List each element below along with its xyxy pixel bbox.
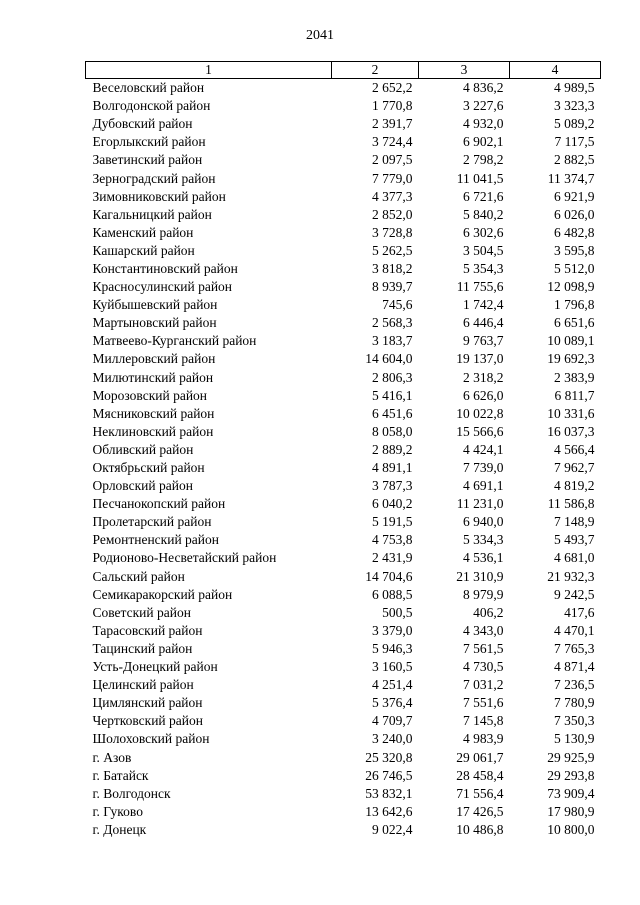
column-3-value-cell: 1 742,4 — [463, 297, 504, 313]
district-name-cell: Родионово-Несветайский район — [92, 550, 277, 566]
district-name-cell: Шолоховский район — [92, 731, 210, 747]
column-3-value-cell: 6 721,6 — [463, 188, 504, 204]
column-4-value-cell: 4 989,5 — [554, 80, 595, 96]
column-2-value-cell: 2 806,3 — [372, 369, 413, 385]
column-2-value-cell: 2 652,2 — [372, 80, 413, 96]
table-row — [86, 151, 601, 169]
column-3-value-cell: 5 334,3 — [463, 532, 504, 548]
table-row — [86, 712, 601, 730]
column-2-value-cell: 3 183,7 — [372, 333, 413, 349]
district-name-cell: Миллеровский район — [92, 351, 216, 367]
column-2-value-cell: 3 240,0 — [372, 731, 413, 747]
table-row — [86, 767, 601, 785]
column-2-value-cell: 3 818,2 — [372, 260, 413, 276]
table-row — [86, 115, 601, 133]
table-row — [86, 803, 601, 821]
column-3-value-cell: 15 566,6 — [456, 423, 504, 439]
table-row — [86, 531, 601, 549]
district-name-cell: г. Азов — [92, 749, 132, 765]
table-row — [86, 622, 601, 640]
column-3-value-cell: 6 626,0 — [463, 387, 504, 403]
column-4-value-cell: 4 470,1 — [554, 622, 595, 638]
column-header-3: 3 — [419, 62, 510, 79]
column-2-value-cell: 1 770,8 — [372, 98, 413, 114]
column-4-value-cell: 5 130,9 — [554, 731, 595, 747]
column-4-value-cell: 2 383,9 — [554, 369, 595, 385]
table-row — [86, 97, 601, 115]
district-name-cell: г. Гуково — [92, 803, 143, 819]
column-3-value-cell: 71 556,4 — [456, 785, 504, 801]
table-row — [86, 459, 601, 477]
column-2-value-cell: 26 746,5 — [365, 767, 413, 783]
column-2-value-cell: 5 946,3 — [372, 640, 413, 656]
column-4-value-cell: 3 595,8 — [554, 242, 595, 258]
column-3-value-cell: 19 137,0 — [456, 351, 504, 367]
district-name-cell: Каменский район — [92, 224, 194, 240]
table-row — [86, 206, 601, 224]
column-4-value-cell: 17 980,9 — [547, 803, 595, 819]
district-name-cell: Красносулинский район — [92, 279, 233, 295]
column-3-value-cell: 29 061,7 — [456, 749, 504, 765]
column-4-value-cell: 4 819,2 — [554, 478, 595, 494]
table-header — [86, 62, 601, 79]
column-3-value-cell: 5 354,3 — [463, 260, 504, 276]
table-row — [86, 314, 601, 332]
column-4-value-cell: 10 331,6 — [547, 405, 595, 421]
column-3-value-cell: 11 231,0 — [456, 496, 504, 512]
column-2-value-cell: 4 709,7 — [372, 713, 413, 729]
table-row — [86, 821, 601, 839]
column-4-value-cell: 11 586,8 — [547, 496, 595, 512]
table-row — [86, 495, 601, 513]
table-row — [86, 785, 601, 803]
column-3-value-cell: 3 227,6 — [463, 98, 504, 114]
district-name-cell: Советский район — [92, 604, 191, 620]
column-2-value-cell: 3 160,5 — [372, 659, 413, 675]
column-3-value-cell: 8 979,9 — [463, 586, 504, 602]
column-4-value-cell: 73 909,4 — [547, 785, 595, 801]
district-name-cell: Октябрьский район — [92, 460, 205, 476]
column-4-value-cell: 7 765,3 — [554, 640, 595, 656]
column-3-value-cell: 7 561,5 — [463, 640, 504, 656]
district-name-cell: Тарасовский район — [92, 622, 203, 638]
district-name-cell: Неклиновский район — [92, 423, 214, 439]
column-2-value-cell: 25 320,8 — [365, 749, 413, 765]
column-3-value-cell: 2 798,2 — [463, 152, 504, 168]
district-name-cell: Орловский район — [92, 478, 193, 494]
column-3-value-cell: 28 458,4 — [456, 767, 504, 783]
column-4-value-cell: 6 482,8 — [554, 224, 595, 240]
column-2-value-cell: 2 852,0 — [372, 206, 413, 222]
column-4-value-cell: 2 882,5 — [554, 152, 595, 168]
column-3-value-cell: 2 318,2 — [463, 369, 504, 385]
column-3-value-cell: 21 310,9 — [456, 568, 504, 584]
table-row — [86, 586, 601, 604]
district-name-cell: Заветинский район — [92, 152, 203, 168]
column-2-value-cell: 3 787,3 — [372, 478, 413, 494]
column-3-value-cell: 6 446,4 — [463, 315, 504, 331]
table-row — [86, 748, 601, 766]
column-4-value-cell: 5 512,0 — [554, 260, 595, 276]
column-2-value-cell: 5 416,1 — [372, 387, 413, 403]
column-4-value-cell: 10 089,1 — [547, 333, 595, 349]
column-2-value-cell: 3 379,0 — [372, 622, 413, 638]
column-3-value-cell: 10 022,8 — [456, 405, 504, 421]
column-2-value-cell: 2 097,5 — [372, 152, 413, 168]
district-name-cell: г. Донецк — [92, 821, 147, 837]
column-3-value-cell: 7 551,6 — [463, 695, 504, 711]
column-2-value-cell: 5 376,4 — [372, 695, 413, 711]
column-4-value-cell: 7 780,9 — [554, 695, 595, 711]
column-3-value-cell: 7 145,8 — [463, 713, 504, 729]
district-name-cell: Цимлянский район — [92, 695, 203, 711]
column-3-value-cell: 10 486,8 — [456, 821, 504, 837]
district-name-cell: Кашарский район — [92, 242, 195, 258]
column-2-value-cell: 2 889,2 — [372, 441, 413, 457]
column-3-value-cell: 11 041,5 — [456, 170, 504, 186]
district-name-cell: Песчанокопский район — [92, 496, 226, 512]
column-3-value-cell: 6 940,0 — [463, 514, 504, 530]
column-3-value-cell: 4 983,9 — [463, 731, 504, 747]
district-name-cell: Зимовниковский район — [92, 188, 226, 204]
table-row — [86, 224, 601, 242]
table-row — [86, 441, 601, 459]
column-2-value-cell: 3 728,8 — [372, 224, 413, 240]
district-name-cell: г. Волгодонск — [92, 785, 171, 801]
column-2-value-cell: 8 058,0 — [372, 423, 413, 439]
table-row — [86, 278, 601, 296]
table-row — [86, 423, 601, 441]
table-row — [86, 477, 601, 495]
column-header-1: 1 — [86, 62, 332, 79]
column-2-value-cell: 9 022,4 — [372, 821, 413, 837]
column-2-value-cell: 3 724,4 — [372, 134, 413, 150]
column-2-value-cell: 6 088,5 — [372, 586, 413, 602]
district-name-cell: Усть-Донецкий район — [92, 659, 218, 675]
table-row — [86, 350, 601, 368]
column-3-value-cell: 4 536,1 — [463, 550, 504, 566]
table-row — [86, 296, 601, 314]
district-name-cell: Сальский район — [92, 568, 185, 584]
table-row — [86, 730, 601, 748]
column-4-value-cell: 7 236,5 — [554, 677, 595, 693]
column-2-value-cell: 4 377,3 — [372, 188, 413, 204]
table-row — [86, 513, 601, 531]
column-4-value-cell: 11 374,7 — [547, 170, 595, 186]
header-row — [86, 62, 601, 79]
table-row — [86, 79, 601, 98]
column-4-value-cell: 6 651,6 — [554, 315, 595, 331]
column-3-value-cell: 7 031,2 — [463, 677, 504, 693]
column-3-value-cell: 6 902,1 — [463, 134, 504, 150]
column-4-value-cell: 29 293,8 — [547, 767, 595, 783]
table-row — [86, 568, 601, 586]
column-4-value-cell: 6 921,9 — [554, 188, 595, 204]
column-2-value-cell: 53 832,1 — [365, 785, 413, 801]
column-4-value-cell: 29 925,9 — [547, 749, 595, 765]
column-2-value-cell: 5 191,5 — [372, 514, 413, 530]
district-name-cell: Ремонтненский район — [92, 532, 219, 548]
district-name-cell: Обливский район — [92, 441, 194, 457]
column-2-value-cell: 2 568,3 — [372, 315, 413, 331]
district-name-cell: Целинский район — [92, 677, 194, 693]
district-name-cell: Мясниковский район — [92, 405, 215, 421]
column-4-value-cell: 4 681,0 — [554, 550, 595, 566]
column-4-value-cell: 9 242,5 — [554, 586, 595, 602]
table-row — [86, 694, 601, 712]
table-row — [86, 332, 601, 350]
table-row — [86, 188, 601, 206]
district-name-cell: Егорлыкский район — [92, 134, 206, 150]
table-row — [86, 676, 601, 694]
district-name-cell: Семикаракорский район — [92, 586, 233, 602]
column-3-value-cell: 7 739,0 — [463, 460, 504, 476]
table-row — [86, 405, 601, 423]
column-2-value-cell: 7 779,0 — [372, 170, 413, 186]
column-3-value-cell: 4 424,1 — [463, 441, 504, 457]
table-row — [86, 549, 601, 567]
column-4-value-cell: 4 871,4 — [554, 659, 595, 675]
column-2-value-cell: 5 262,5 — [372, 242, 413, 258]
district-name-cell: Милютинский район — [92, 369, 214, 385]
column-4-value-cell: 5 089,2 — [554, 116, 595, 132]
column-4-value-cell: 6 026,0 — [554, 206, 595, 222]
column-3-value-cell: 4 836,2 — [463, 80, 504, 96]
column-4-value-cell: 6 811,7 — [554, 387, 595, 403]
table-row — [86, 640, 601, 658]
district-name-cell: Константиновский район — [92, 260, 238, 276]
district-name-cell: Матвеево-Курганский район — [92, 333, 257, 349]
column-3-value-cell: 17 426,5 — [456, 803, 504, 819]
data-table — [85, 61, 601, 839]
column-3-value-cell: 4 691,1 — [463, 478, 504, 494]
column-2-value-cell: 14 704,6 — [365, 568, 413, 584]
column-2-value-cell: 4 891,1 — [372, 460, 413, 476]
column-4-value-cell: 5 493,7 — [554, 532, 595, 548]
table-row — [86, 169, 601, 187]
column-2-value-cell: 2 391,7 — [372, 116, 413, 132]
district-name-cell: Мартыновский район — [92, 315, 217, 331]
column-2-value-cell: 2 431,9 — [372, 550, 413, 566]
column-4-value-cell: 21 932,3 — [547, 568, 595, 584]
district-name-cell: Куйбышевский район — [92, 297, 218, 313]
column-2-value-cell: 4 753,8 — [372, 532, 413, 548]
district-name-cell: Зерноградский район — [92, 170, 216, 186]
column-4-value-cell: 16 037,3 — [547, 423, 595, 439]
column-3-value-cell: 4 343,0 — [463, 622, 504, 638]
column-3-value-cell: 4 932,0 — [463, 116, 504, 132]
column-2-value-cell: 6 451,6 — [372, 405, 413, 421]
table-row — [86, 387, 601, 405]
table-row — [86, 604, 601, 622]
district-name-cell: Пролетарский район — [92, 514, 212, 530]
column-3-value-cell: 406,2 — [473, 604, 504, 620]
column-3-value-cell: 6 302,6 — [463, 224, 504, 240]
column-4-value-cell: 7 962,7 — [554, 460, 595, 476]
column-4-value-cell: 7 148,9 — [554, 514, 595, 530]
column-4-value-cell: 7 117,5 — [554, 134, 595, 150]
column-2-value-cell: 745,6 — [382, 297, 413, 313]
district-name-cell: Чертковский район — [92, 713, 203, 729]
column-2-value-cell: 13 642,6 — [365, 803, 413, 819]
column-4-value-cell: 1 796,8 — [554, 297, 595, 313]
column-header-4: 4 — [510, 62, 601, 79]
column-4-value-cell: 19 692,3 — [547, 351, 595, 367]
table-row — [86, 242, 601, 260]
column-4-value-cell: 12 098,9 — [547, 279, 595, 295]
column-4-value-cell: 417,6 — [564, 604, 595, 620]
district-name-cell: Кагальницкий район — [92, 206, 212, 222]
column-4-value-cell: 10 800,0 — [547, 821, 595, 837]
column-2-value-cell: 500,5 — [382, 604, 413, 620]
column-4-value-cell: 4 566,4 — [554, 441, 595, 457]
column-3-value-cell: 9 763,7 — [463, 333, 504, 349]
table-row — [86, 260, 601, 278]
district-name-cell: Волгодонской район — [92, 98, 211, 114]
column-3-value-cell: 4 730,5 — [463, 659, 504, 675]
district-name-cell: г. Батайск — [92, 767, 149, 783]
district-name-cell: Тацинский район — [92, 640, 193, 656]
table-row — [86, 369, 601, 387]
district-name-cell: Веселовский район — [92, 80, 205, 96]
column-3-value-cell: 11 755,6 — [456, 279, 504, 295]
column-3-value-cell: 3 504,5 — [463, 242, 504, 258]
table-body — [86, 79, 601, 839]
column-2-value-cell: 14 604,0 — [365, 351, 413, 367]
table-row — [86, 133, 601, 151]
column-4-value-cell: 3 323,3 — [554, 98, 595, 114]
column-2-value-cell: 8 939,7 — [372, 279, 413, 295]
column-2-value-cell: 6 040,2 — [372, 496, 413, 512]
page-number: 2041 — [306, 28, 334, 43]
district-name-cell: Морозовский район — [92, 387, 208, 403]
column-4-value-cell: 7 350,3 — [554, 713, 595, 729]
column-2-value-cell: 4 251,4 — [372, 677, 413, 693]
column-header-2: 2 — [332, 62, 419, 79]
column-3-value-cell: 5 840,2 — [463, 206, 504, 222]
district-name-cell: Дубовский район — [92, 116, 193, 132]
table-row — [86, 658, 601, 676]
